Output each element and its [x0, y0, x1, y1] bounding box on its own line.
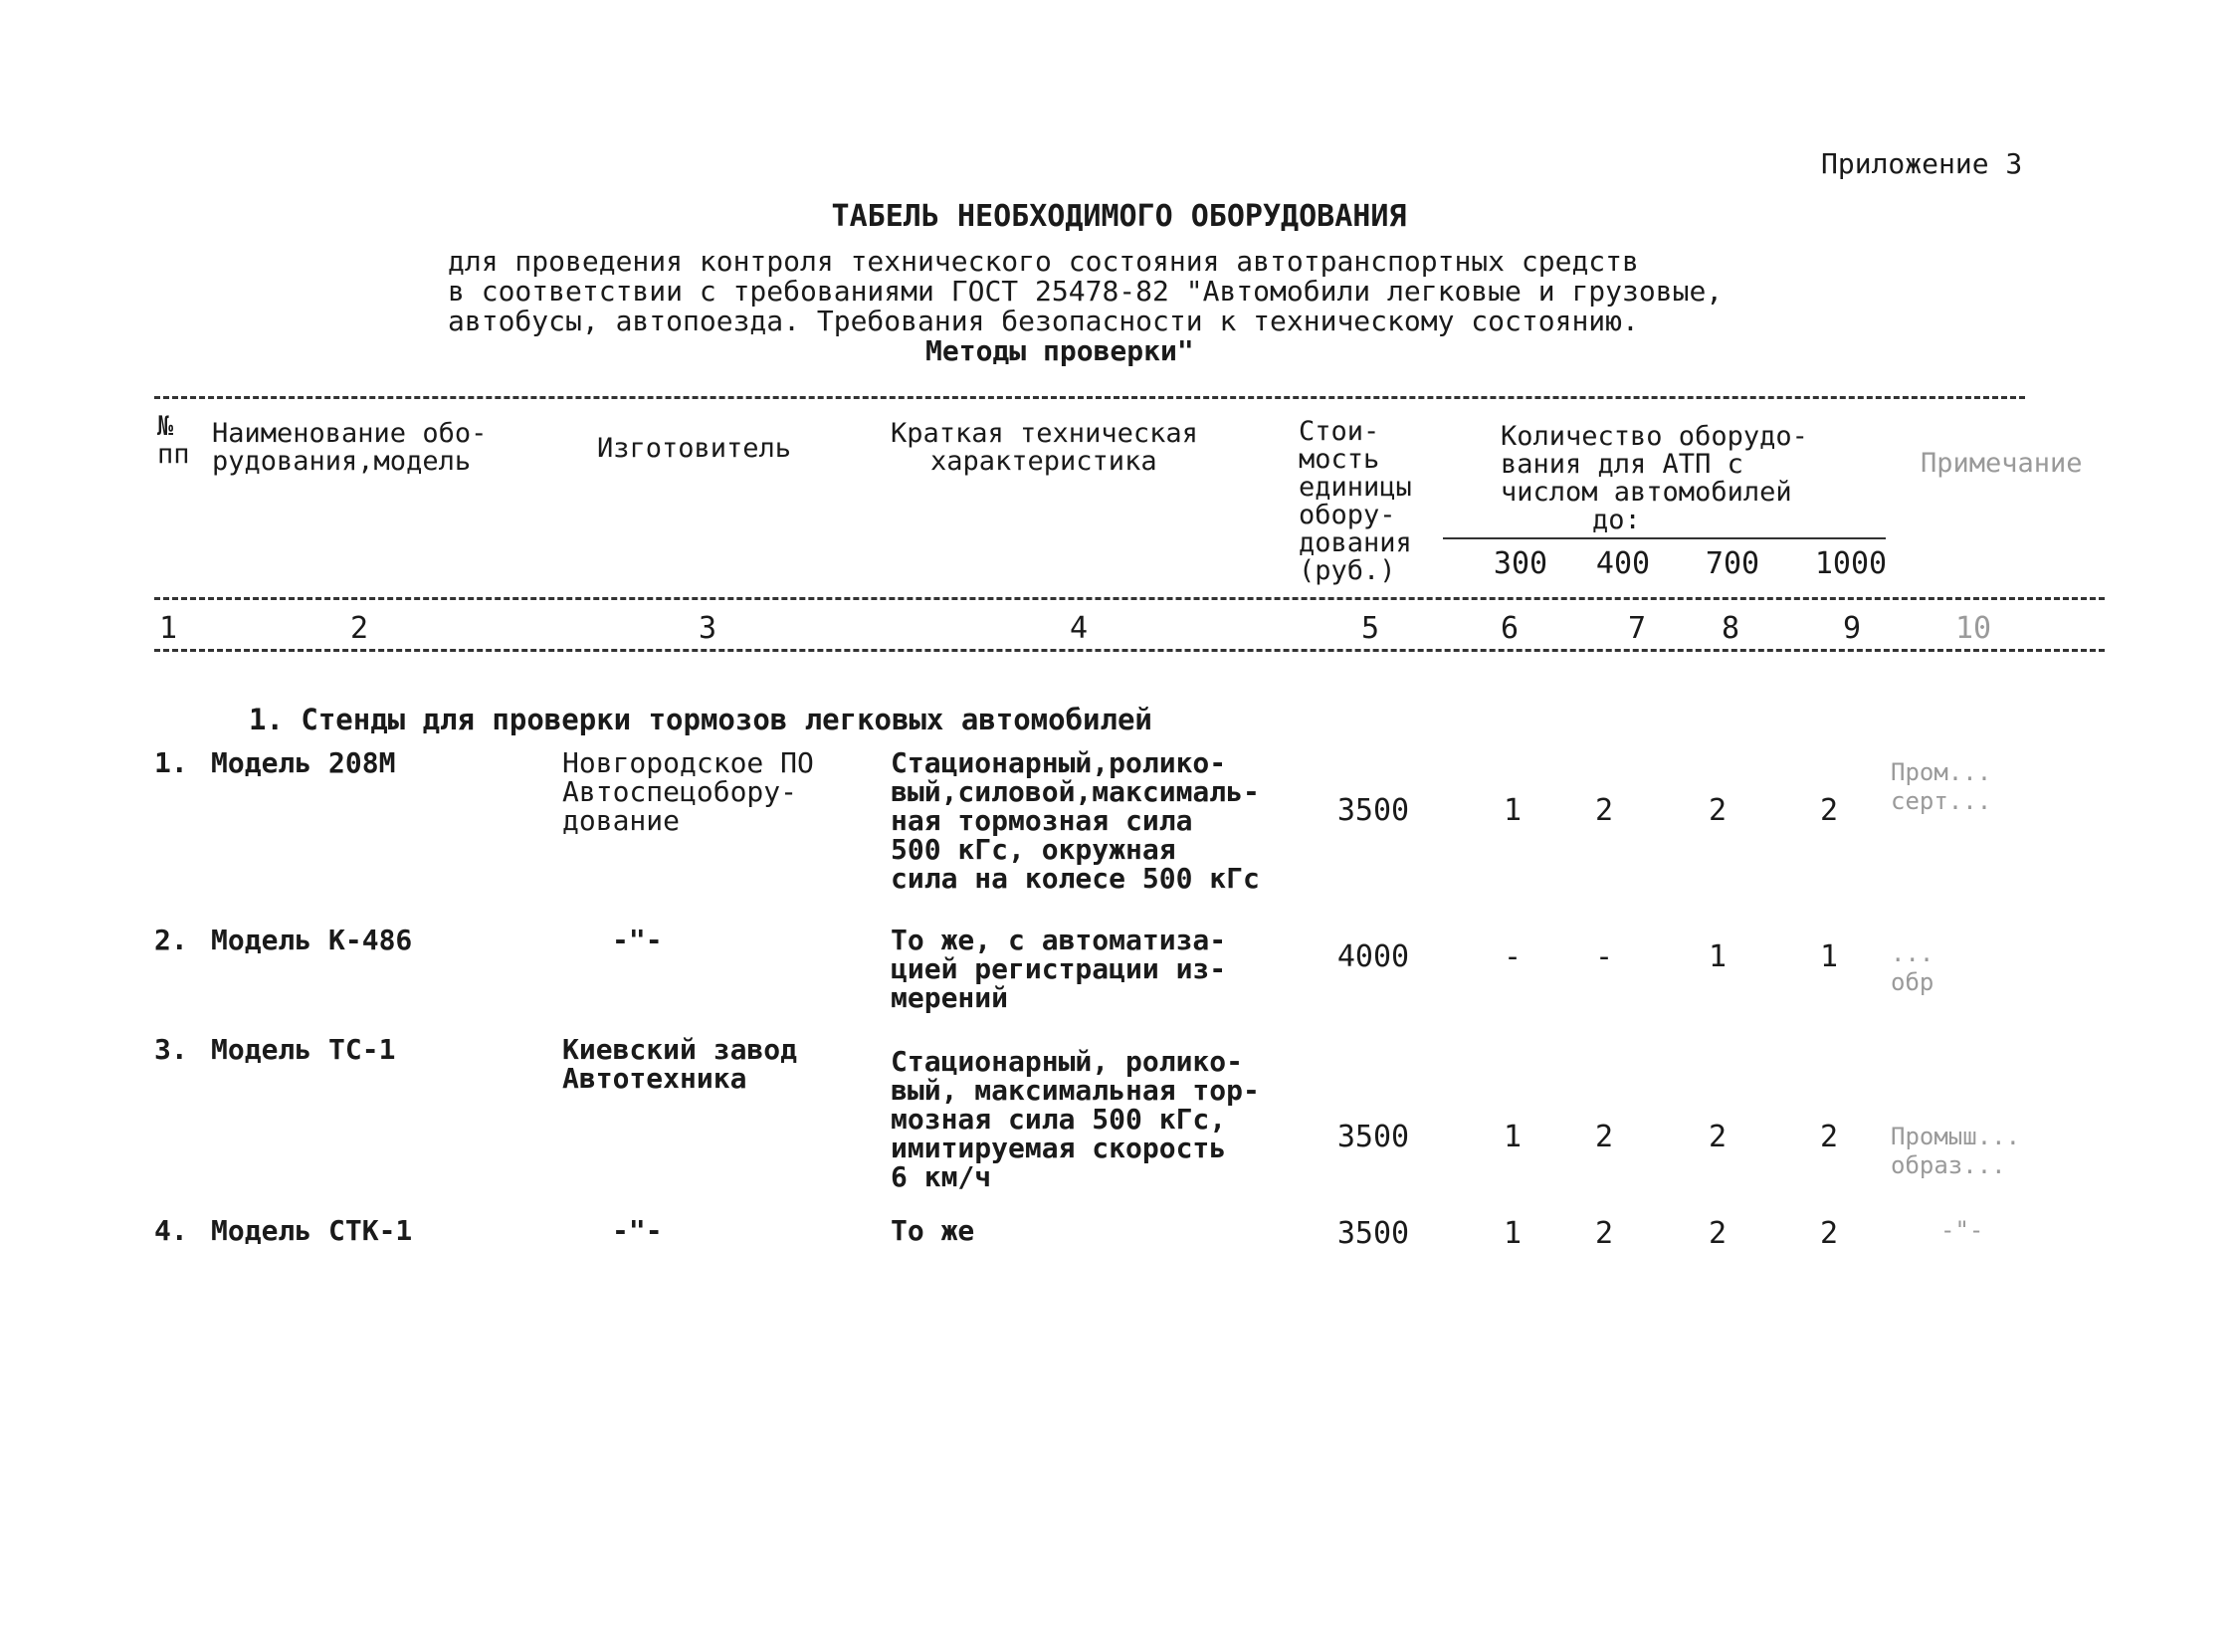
row-qty-400: -: [1594, 939, 1614, 974]
row-model: Модель СТК-1: [211, 1214, 413, 1247]
document-subtitle: [448, 247, 1723, 366]
row-spec: То же: [891, 1214, 975, 1247]
row-model: Модель К-486: [211, 924, 413, 956]
row-note: Пром... серт...: [1891, 758, 1992, 815]
row-qty-300: 1: [1503, 1216, 1523, 1251]
row-qty-1000: 2: [1819, 1120, 1839, 1154]
row-cost: 3500: [1336, 793, 1410, 828]
header-qty-400: 400: [1595, 546, 1651, 581]
column-number: 3: [699, 611, 717, 646]
row-qty-1000: 2: [1819, 793, 1839, 828]
row-qty-1000: 1: [1819, 939, 1839, 974]
row-qty-400: 2: [1594, 1216, 1614, 1251]
row-number: 4.: [154, 1214, 188, 1247]
row-maker: Новгородское ПО Автоспецобору- дование: [562, 746, 814, 837]
column-number: 9: [1843, 611, 1862, 646]
header-bottom-rule: [154, 597, 2105, 600]
header-qty-700: 700: [1705, 546, 1760, 581]
header-cost: Стои- мость единицы обору- дования (руб.): [1299, 416, 1412, 586]
row-number: 1.: [154, 746, 188, 779]
header-quantity: Количество оборудо- вания для АТП с числом автомобилей до:: [1501, 421, 1808, 535]
qty-subheader-rule: [1443, 537, 1886, 539]
header-note: Примечание: [1921, 448, 2083, 479]
row-qty-300: -: [1503, 939, 1523, 974]
row-model: Модель ТС-1: [211, 1033, 396, 1066]
section-title: 1. Стенды для проверки тормозов легковых автомобилей: [249, 703, 1152, 736]
row-number: 3.: [154, 1033, 188, 1066]
header-number: № пп: [157, 411, 190, 470]
header-qty-1000: 1000: [1814, 546, 1888, 581]
document-title: ТАБЕЛЬ НЕОБХОДИМОГО ОБОРУДОВАНИЯ: [831, 199, 1407, 234]
row-qty-300: 1: [1503, 793, 1523, 828]
row-qty-700: 2: [1708, 1216, 1728, 1251]
appendix-label: Приложение 3: [1821, 147, 2023, 180]
row-note: Промыш... образ...: [1891, 1123, 2021, 1179]
subtitle-line: для проведения контроля технического состояния автотранспортных средств: [448, 245, 1639, 278]
row-qty-700: 2: [1708, 1120, 1728, 1154]
row-cost: 3500: [1336, 1120, 1410, 1154]
row-cost: 3500: [1336, 1216, 1410, 1251]
row-qty-400: 2: [1594, 793, 1614, 828]
header-spec: Краткая техническая характеристика: [891, 418, 1198, 477]
row-maker: Киевский завод Автотехника: [562, 1033, 798, 1095]
row-spec: Стационарный, ролико- вый, максимальная тор- мозная сила 500 кГс, имитируемая скорость 6 км/ч: [891, 1045, 1260, 1193]
row-qty-300: 1: [1503, 1120, 1523, 1154]
subtitle-line: в соответствии с требованиями ГОСТ 25478-82 "Автомобили легковые и грузовые,: [448, 275, 1724, 308]
row-qty-1000: 2: [1819, 1216, 1839, 1251]
column-number: 8: [1722, 611, 1740, 646]
header-name: Наименование обо- рудования,модель: [212, 418, 488, 477]
column-number: 7: [1628, 611, 1647, 646]
row-note: -"-: [1940, 1216, 1984, 1244]
row-maker: -"-: [612, 1214, 663, 1247]
row-maker: -"-: [612, 924, 663, 956]
row-model: Модель 208М: [211, 746, 396, 779]
header-maker: Изготовитель: [597, 433, 792, 464]
row-qty-700: 1: [1708, 939, 1728, 974]
row-spec: Стационарный,ролико- вый,силовой,максималь- ная тормозная сила 500 кГс, окружная сила на колесе 500 кГс: [891, 746, 1260, 895]
column-number: 1: [159, 611, 178, 646]
row-cost: 4000: [1336, 939, 1410, 974]
subtitle-line: Методы проверки": [925, 334, 1194, 367]
table-top-rule: [154, 396, 2025, 399]
column-number: 6: [1501, 611, 1520, 646]
row-note: ... обр: [1891, 939, 1934, 996]
row-qty-700: 2: [1708, 793, 1728, 828]
row-qty-400: 2: [1594, 1120, 1614, 1154]
header-qty-300: 300: [1493, 546, 1548, 581]
subtitle-line: автобусы, автопоезда. Требования безопасности к техническому состоянию.: [448, 305, 1639, 337]
column-number: 2: [350, 611, 369, 646]
column-numbers-rule: [154, 649, 2105, 652]
row-number: 2.: [154, 924, 188, 956]
column-number: 10: [1955, 611, 1992, 646]
column-number: 4: [1070, 611, 1089, 646]
column-number: 5: [1361, 611, 1380, 646]
row-spec: То же, с автоматиза- цией регистрации из- мерений: [891, 924, 1227, 1014]
